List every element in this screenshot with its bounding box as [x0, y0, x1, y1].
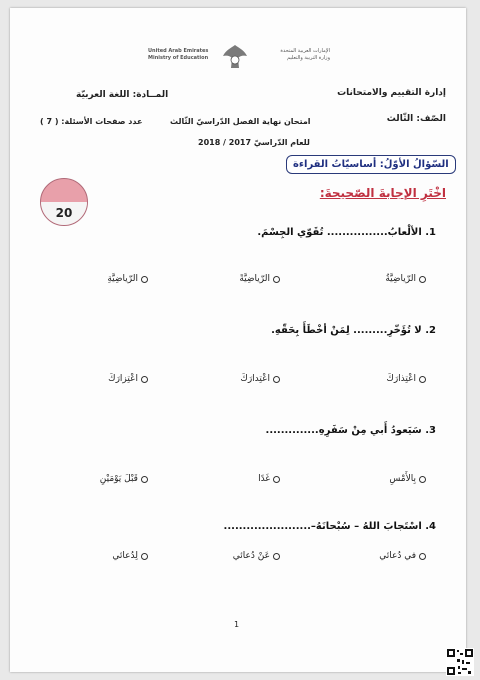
radio-circle-icon[interactable] [141, 476, 148, 483]
ministry-en-line2: Ministry of Education [148, 55, 209, 61]
q2-option-2-label: اعْتِدارَكَ [240, 374, 270, 384]
section-instruction: اخْتَرِ الإجابةَ الصّحيحةَ: [319, 186, 446, 200]
q3-option-3-label: قَبْلَ يَوْمَيْنِ [99, 474, 138, 484]
q3-option-3[interactable] [100, 474, 148, 484]
ministry-en-line1: United Arab Emirates [148, 48, 209, 54]
subject: المــادة: اللغة العربيّة [76, 90, 169, 100]
radio-circle-icon[interactable] [273, 376, 280, 383]
department: إدارة التقييم والامتحانات [337, 88, 446, 98]
q4-option-3-label: لِدُعائي [112, 551, 138, 561]
radio-circle-icon[interactable] [273, 476, 280, 483]
exam-page [10, 8, 466, 672]
radio-circle-icon[interactable] [419, 276, 426, 283]
qr-code-icon [446, 648, 474, 676]
radio-circle-icon[interactable] [141, 376, 148, 383]
q1-option-1[interactable] [385, 274, 426, 284]
ministry-ar-line1: الإمارات العربية المتحدة [280, 48, 330, 54]
q2-option-1[interactable] [386, 374, 426, 384]
score-bubble [40, 178, 88, 226]
emirates-emblem-icon [220, 42, 250, 72]
q3-option-1[interactable] [389, 474, 426, 484]
q3-option-2-label: غَدًا [258, 474, 270, 484]
q1-option-3[interactable] [107, 274, 148, 284]
q1-option-2[interactable] [239, 274, 280, 284]
radio-circle-icon[interactable] [273, 553, 280, 560]
q4-option-2-label: عَنْ دُعائي [232, 551, 270, 561]
radio-circle-icon[interactable] [419, 553, 426, 560]
question-1: 1. الألْعابُ................ تُقَوّي الجِسْمَ. [257, 227, 436, 238]
q1-option-2-label: الرّياضِيَّةً [239, 274, 270, 284]
q3-option-2[interactable] [258, 474, 280, 484]
q3-option-1-label: بِالأَمْسِ [389, 474, 416, 484]
q1-option-3-label: الرّياضِيَّةِ [107, 274, 138, 284]
q4-option-1-label: في دُعائي [379, 551, 416, 561]
ministry-ar [260, 48, 330, 62]
q2-option-2[interactable] [240, 374, 280, 384]
grade: الصّف: الثّالث [386, 114, 446, 124]
pages-count: عدد صفحات الأسئلة: ( 7 ) [40, 117, 143, 126]
question-2: 2. لا تُؤَخّرِ......... لِمَنْ أخْطَأَ بِحَقّهِ. [271, 325, 436, 336]
q2-option-3-label: اعْتِزارَكَ [108, 374, 138, 384]
radio-circle-icon[interactable] [419, 376, 426, 383]
q2-option-1-label: اعْتِذارَكَ [386, 374, 416, 384]
q4-option-3[interactable] [112, 551, 148, 561]
q4-option-2[interactable] [233, 551, 280, 561]
q4-option-1[interactable] [379, 551, 426, 561]
radio-circle-icon[interactable] [273, 276, 280, 283]
page-number: 1 [234, 620, 240, 629]
q1-option-1-label: الرّياضِيَّةُ [385, 274, 416, 284]
question-3: 3. سَيَعودُ أَبي مِنْ سَفَرِهِ.............. [265, 425, 436, 436]
radio-circle-icon[interactable] [141, 553, 148, 560]
radio-circle-icon[interactable] [141, 276, 148, 283]
school-year: للعام الدّراسيّ 2017 / 2018 [198, 138, 310, 147]
exam-title: امتحان نهاية الفصل الدّراسيّ الثّالث [170, 117, 311, 126]
ministry-ar-line2: وزارة التربية والتعليم [287, 55, 330, 61]
section-title: السّؤالُ الأوّلُ: أساسيّاتُ القراءة [286, 155, 456, 174]
score-value: 20 [41, 202, 87, 225]
question-4: 4. اسْتَجابَ اللهُ – سُبْحانَهُ–....................... [223, 521, 436, 532]
ministry-en [148, 48, 208, 62]
radio-circle-icon[interactable] [419, 476, 426, 483]
q2-option-3[interactable] [108, 374, 148, 384]
